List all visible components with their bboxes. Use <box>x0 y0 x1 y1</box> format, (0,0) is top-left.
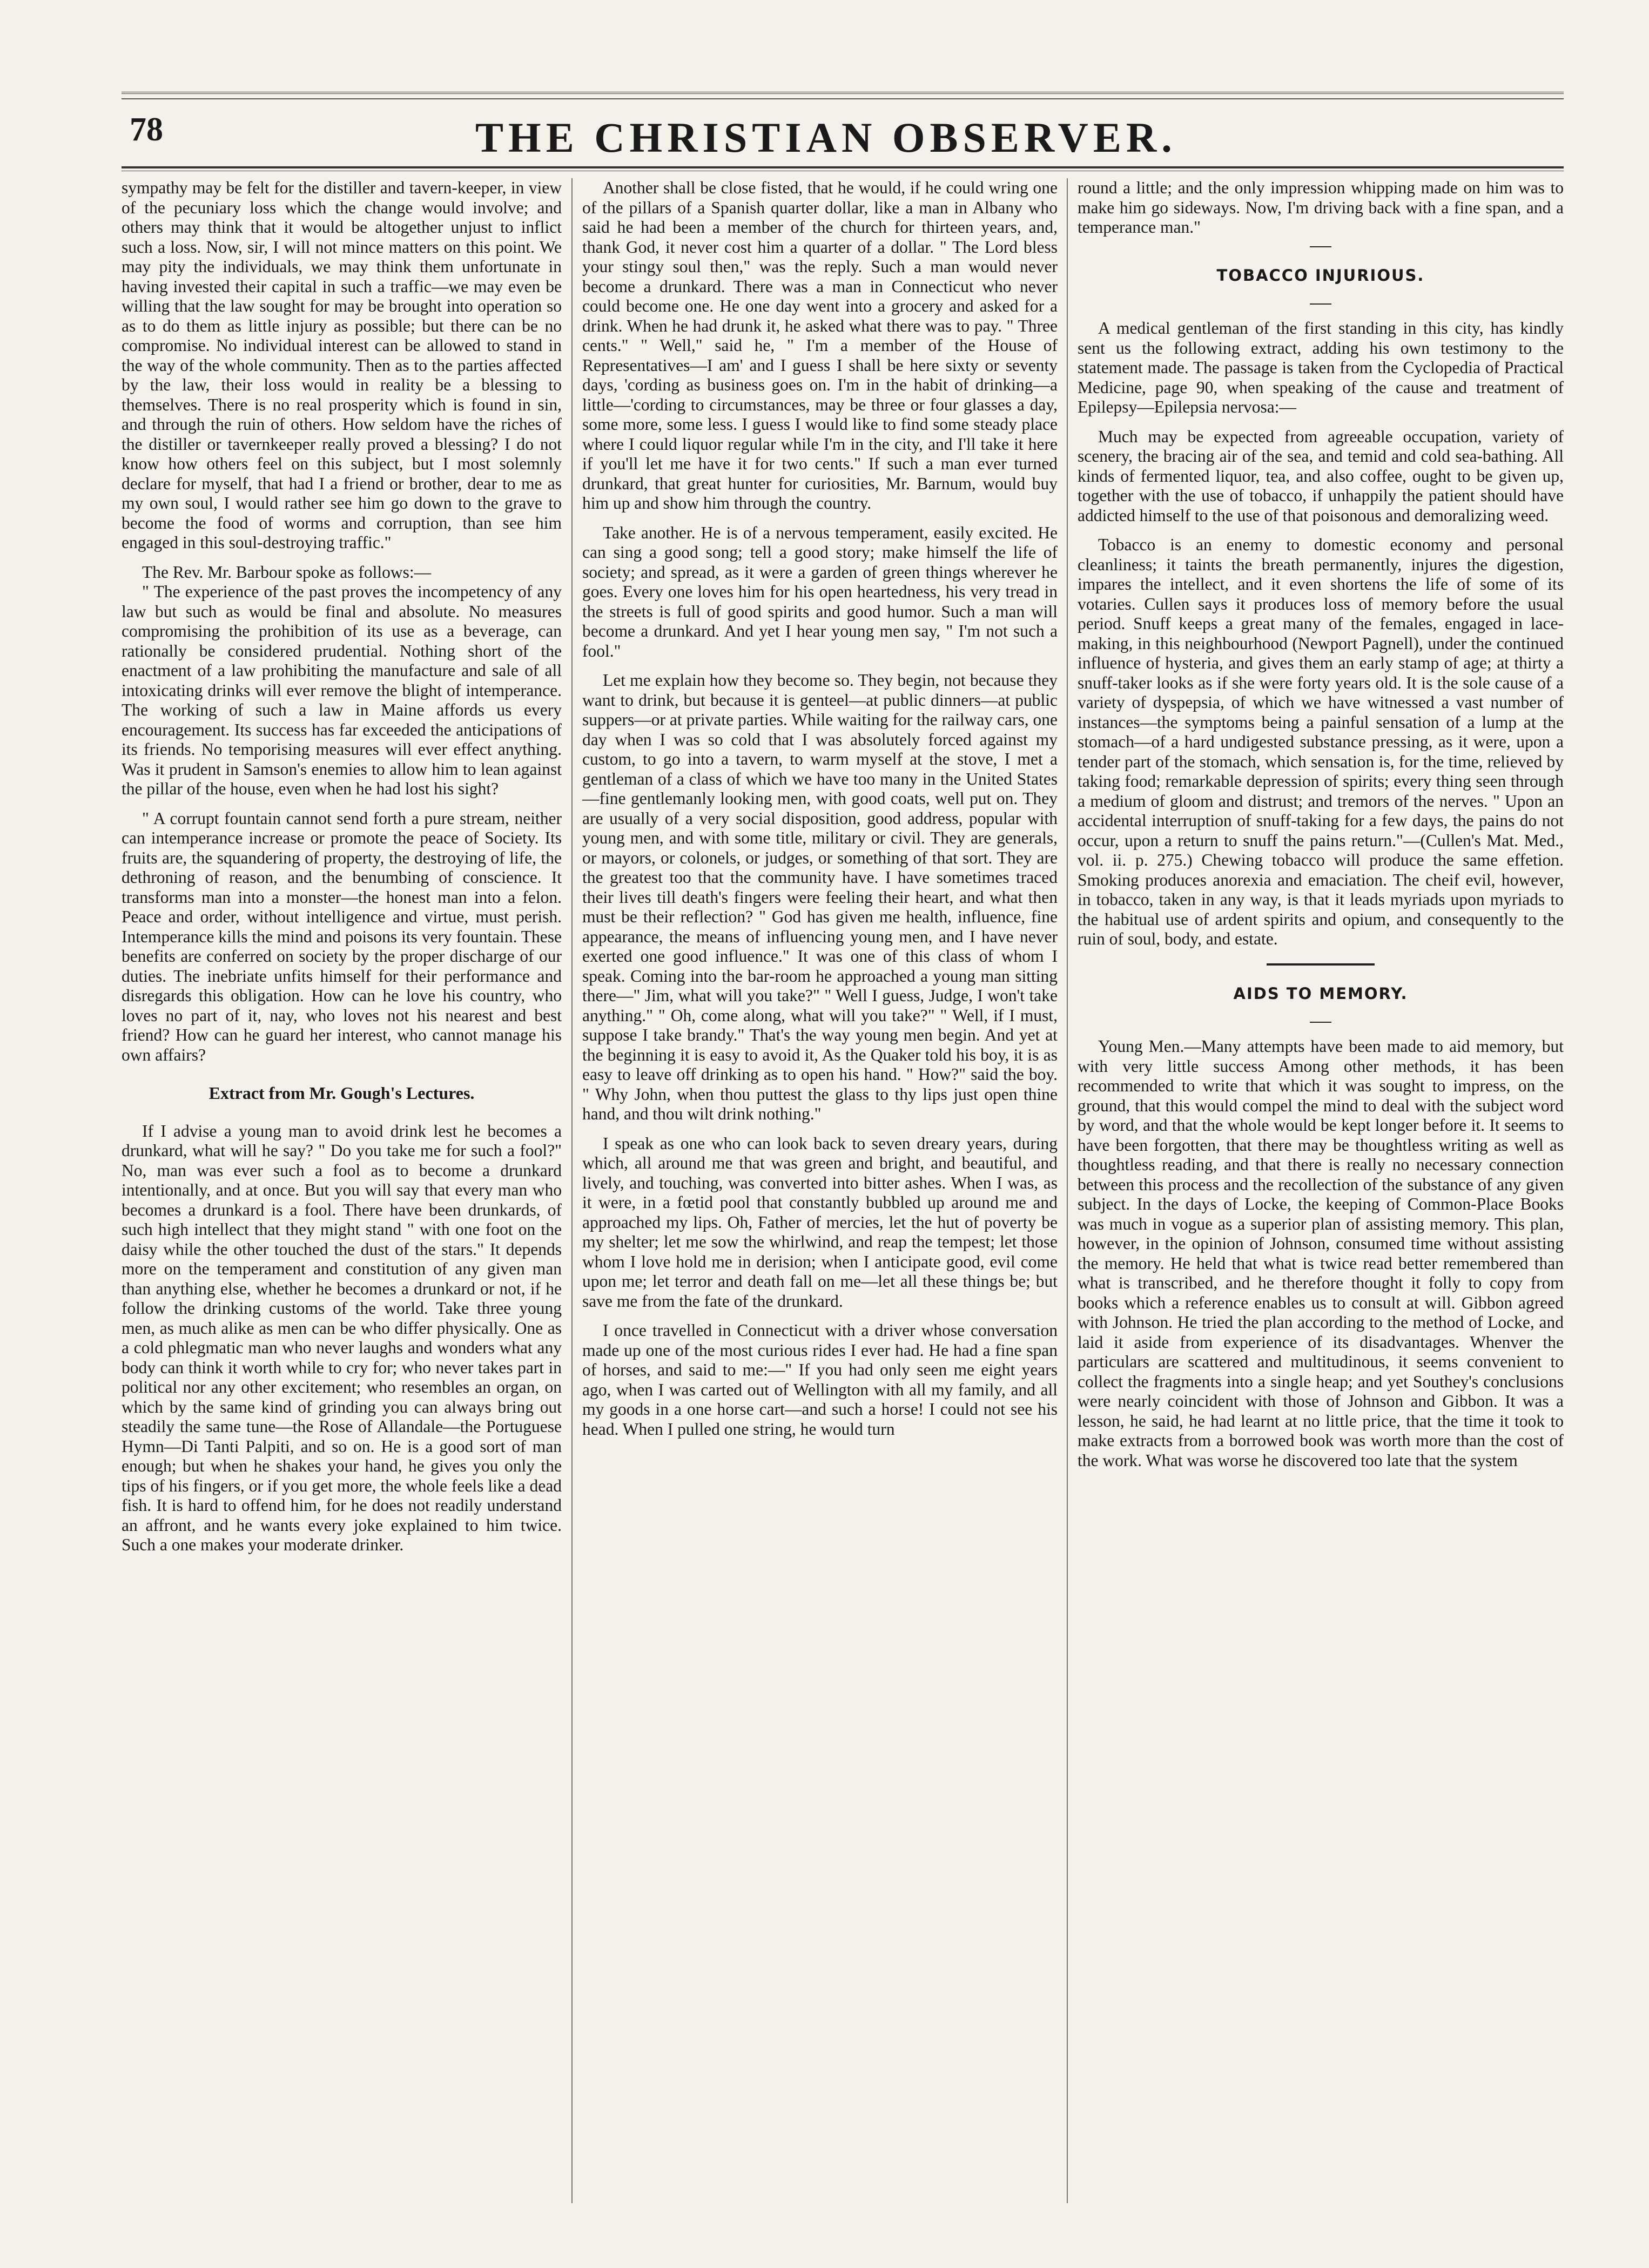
paragraph: " The experience of the past proves the incompetency of any law but such as would be final and absolute. No measures compromising the prohibition of its use as a beverage, can rationally be considered prudential. Nothing short of the enactment of a law prohibiting the manufacture and sale of all intoxicating drinks will ever remove the blight of intemperance. The working of such a law in Maine affords us every encouragement. Its success has far exceeded the anticipations of its friends. No temporising measures will ever effect anything. Was it prudent in Samson's enemies to allow him to lean against the pillar of the house, even when he had lost his sight? <box>122 582 562 798</box>
separator-dash <box>1310 246 1331 247</box>
column-1 <box>122 178 562 1555</box>
paragraph: Let me explain how they become so. They begin, not because they want to drink, but because it is genteel—at public dinners—at public suppers—or at private parties. While waiting for the railway cars, one day when I was so cold that I was absolutely forced against my custom, to go into a tavern, to warm myself at the stove, I met a gentleman of a class of which we have too many in the United States—fine gentlemanly looking men, with good coats, well put on. They are usually of a very social disposition, good address, popular with young men, and with some title, military or civil. They are generals, or mayors, or colonels, or judges, or something of that sort. They are the greatest too that the community have. I have sometimes traced their lives till death's fingers were feeling their heart, and what then must be their reflection? " God has given me health, influence, fine appearance, the means of influencing young men, and I have never exerted one good influence." It was one of this class of whom I speak. Coming into the bar-room he approached a young man sitting there—" Jim, what will you take?" " Well I guess, Judge, I won't take anything." " Oh, come along, what will you take?" " Well, if I must, suppose I take brandy." That's the way young men begin. And yet at the beginning it is easy to avoid it, As the Quaker told his boy, it is as easy to leave off drinking as to open his hand. " How?" said the boy. " Why John, when thou puttest the glass to thy lips just open thine hand, and thou wilt drink nothing." <box>582 671 1058 1123</box>
section-separator <box>1267 963 1375 966</box>
column-3 <box>1078 178 1564 1470</box>
masthead-title: THE CHRISTIAN OBSERVER. <box>475 114 1177 161</box>
top-double-rule <box>122 92 1564 94</box>
column-2 <box>582 178 1058 1439</box>
paragraph: round a little; and the only impression whipping made on him was to make him go sideways. Now, I'm driving back with a fine span, and a temperance man." <box>1078 178 1564 237</box>
top-rule <box>122 98 1564 99</box>
paragraph: A medical gentleman of the first standing in this city, has kindly sent us the following extract, adding his own testimony to the statement made. The passage is taken from the Cyclopedia of Practical Medicine, page 90, when speaking of the cause and treatment of Epilepsy—Epilepsia nervosa:— <box>1078 319 1564 416</box>
paragraph: sympathy may be felt for the distiller and tavern-keeper, in view of the pecuniary loss which the change would involve; and others may think that it would be altogether unjust to inflict such a loss. Now, sir, I will not mince matters on this point. We may pity the individuals, we may think them unfortunate in having invested their capital in such a traffic—we may even be willing that the law sought for may be brought into operation so as to do them as little injury as possible; but there can be no compromise. No individual interest can be allowed to stand in the way of the whole community. Then as to the parties affected by the law, their loss would in reality be a blessing to themselves. There is no real prosperity which is found in sin, and through the ruin of others. How seldom have the riches of the distiller or tavernkeeper really proved a blessing? I do not know how others feel on this subject, but I most solemnly declare for myself, that had I a friend or brother, dear to me as my own soul, I would rather see him go down to the grave to become the food of worms and corruption, than see him engaged in this soul-destroying traffic." <box>122 178 562 552</box>
header-rule <box>122 166 1564 168</box>
section-heading: AIDS TO MEMORY. <box>1233 984 1408 1003</box>
paragraph: I speak as one who can look back to seven dreary years, during which, all around me that was green and bright, and beautiful, and lively, and touching, was converted into bitter ashes. When I was, as it were, in a fœtid pool that constantly bubbled up around me and approached my lips. Oh, Father of mercies, let the hut of poverty be my shelter; let me sow the whirlwind, and reap the tempest; let those whom I love hold me in derision; when I anticipate good, evil come upon me; let terror and death fall on me—let all these things be; but save me from the fate of the drunkard. <box>582 1133 1058 1311</box>
column-divider <box>1067 178 1068 2203</box>
paragraph: I once travelled in Connecticut with a driver whose conversation made up one of the most curious rides I ever had. He had a fine span of horses, and said to me:—" If you had only seen me eight years ago, when I was carted out of Wellington with all my family, and all my goods in a one horse cart—and such a horse! I could not see his head. When I pulled one string, he would turn <box>582 1321 1058 1439</box>
paragraph: Tobacco is an enemy to domestic economy and personal cleanliness; it taints the breath permanently, injures the digestion, impares the intellect, and it even shortens the life of some of its votaries. Cullen says it produces loss of memory before the usual period. Snuff keeps a great many of the females, engaged in lace-making, in this neighbourhood (Newport Pagnell), under the continued influence of hysteria, and gives them an early stamp of age; at thirty a snuff-taker looks as if she were forty years old. It is the sole cause of a variety of dyspepsia, of which we have witnessed a vast number of instances—the symptoms being a painful sensation of a lump at the stomach—of a hard undigested substance pressing, as it were, upon a tender part of the stomach, which sensation is, for the time, relieved by taking food; remarkable depression of spirits; every thing seen through a medium of gloom and distrust; and tremors of the nerves. " Upon an accidental interruption of snuff-taking for a few days, the pains do not occur, upon a return to snuff the pains return."—(Cullen's Mat. Med., vol. ii. p. 275.) Chewing tobacco will produce the same effetion. Smoking produces anorexia and emaciation. The cheif evil, however, in tobacco, taken in any way, is that it leads myriads upon myriads to the habitual use of ardent spirits and opium, and consequently to the ruin of soul, body, and estate. <box>1078 535 1564 948</box>
paragraph: Take another. He is of a nervous temperament, easily excited. He can sing a good song; tell a good story; make himself the life of society; and spread, as it were a garden of green things wherever he goes. Every one loves him for his open heartedness, his very tread in the streets is full of good spirits and good humor. Such a man will become a drunkard. And yet I hear young men say, " I'm not such a fool." <box>582 523 1058 660</box>
paragraph: If I advise a young man to avoid drink lest he becomes a drunkard, what will he say? " Do you take me for such a fool?" No, man was ever such a fool as to become a drunkard intentionally, and at once. But you will say that every man who becomes a drunkard is a fool. There have been drunkards, of such high intellect that they might stand " with one foot on the daisy while the other touched the dust of the stars." It depends more on the temperament and constitution of any given man than anything else, whether he becomes a drunkard or not, if he follow the drinking customs of the world. Take three young men, as much alike as men can be who differ physically. One as a cold phlegmatic man who never laughs and wonders what any body can think it worth while to cry for; who never takes part in political nor any other excitement; who resembles an organ, on which by the same kind of grinding you can always bring out steadily the same tune—the Rose of Allandale—the Portuguese Hymn—Di Tanti Palpiti, and so on. He is a good sort of man enough; but when he shakes your hand, he gives you only the tips of his fingers, or if you get more, the whole feels like a dead fish. It is hard to offend him, for he does not readily understand an affront, and he wants every joke explained to him twice. Such a one makes your moderate drinker. <box>122 1121 562 1554</box>
paragraph: Much may be expected from agreeable occupation, variety of scenery, the bracing air of the sea, and temid and cold sea-bathing. All kinds of fermented liquor, tea, and also coffee, ought to be given up, together with the use of tobacco, if unhappily the patient should have addicted himself to the use of that poisonous and demoralizing weed. <box>1078 427 1564 525</box>
separator-dash <box>1310 1022 1331 1023</box>
paragraph: Young Men.—Many attempts have been made to aid memory, but with very little success Among other methods, it has been recommended to write that which it was sought to impress, on the ground, that this would compel the mind to deal with the subject word by word, and that the whole would be kept longer before it. It seems to have been forgotten, that there may be thoughtless writing as well as thoughtless reading, and that there is really no necessary connection between this process and the recollection of the substance of any given subject. In the days of Locke, the keeping of Common-Place Books was much in vogue as a superior plan of assisting memory. This plan, however, in the opinion of Johnson, consumed time without assisting the memory. He held that what is twice read better remembered than what is transcribed, and he therefore thought it folly to copy from books which a reference enables us to consult at will. Gibbon agreed with Johnson. He tried the plan according to the method of Locke, and laid it aside from experience of its disadvantages. Whenver the particulars are scattered and multitudinous, it seems convenient to collect the fragments into a single heap; and yet Southey's conclusions were nearly coincident with those of Johnson and Gibbon. It was a lesson, he said, he had learnt at no little price, that the time it took to make extracts from a borrowed book was worth more than the cost of the work. What was worse he discovered too late that the system <box>1078 1037 1564 1470</box>
section-heading: TOBACCO INJURIOUS. <box>1216 266 1425 285</box>
paragraph: Another shall be close fisted, that he would, if he could wring one of the pillars of a Spanish quarter dollar, like a man in Albany who said he had been a member of the church for thirteen years, and, thank God, it never cost him a quarter of a dollar. " The Lord bless your stingy soul then," was the reply. Such a man would never become a drunkard. There was a man in Connecticut who never could become one. He one day went into a grocery and asked for a drink. When he had drunk it, he asked what there was to pay. " Three cents." " Well," said he, " I'm a member of the House of Representatives—I am' and I guess I shall be here sixty or seventy days, 'cording as business goes on. I'm in the habit of drinking—a little—'cording to circumstances, may be three or four glasses a day, some more, some less. I guess I would like to find some steady place where I could liquor regular while I'm in the city, and I'll take it here if you'll let me have it for two cents." If such a man ever turned drunkard, that great hunter for curiosities, Mr. Barnum, would buy him up and show him through the country. <box>582 178 1058 512</box>
paragraph: " A corrupt fountain cannot send forth a pure stream, neither can intemperance increase or promote the peace of Society. Its fruits are, the squandering of property, the destroying of life, the dethroning of reason, and the benumbing of conscience. It transforms man into a monster—the honest man into a felon. Peace and order, without intelligence and virtue, must perish. Intemperance kills the mind and poisons its very fountain. These benefits are conferred on society by the proper discharge of our duties. The inebriate unfits himself for their performance and disregards this obligation. How can he love his country, who loves no part of it, nay, who loves not his nearest and best friend? How can he guard her interest, who cannot manage his own affairs? <box>122 808 562 1064</box>
section-heading: Extract from Mr. Gough's Lectures. <box>208 1083 475 1103</box>
page-number: 78 <box>130 111 163 148</box>
column-divider <box>571 178 573 2203</box>
paragraph: The Rev. Mr. Barbour spoke as follows:— <box>142 562 432 582</box>
separator-dash <box>1310 303 1331 305</box>
